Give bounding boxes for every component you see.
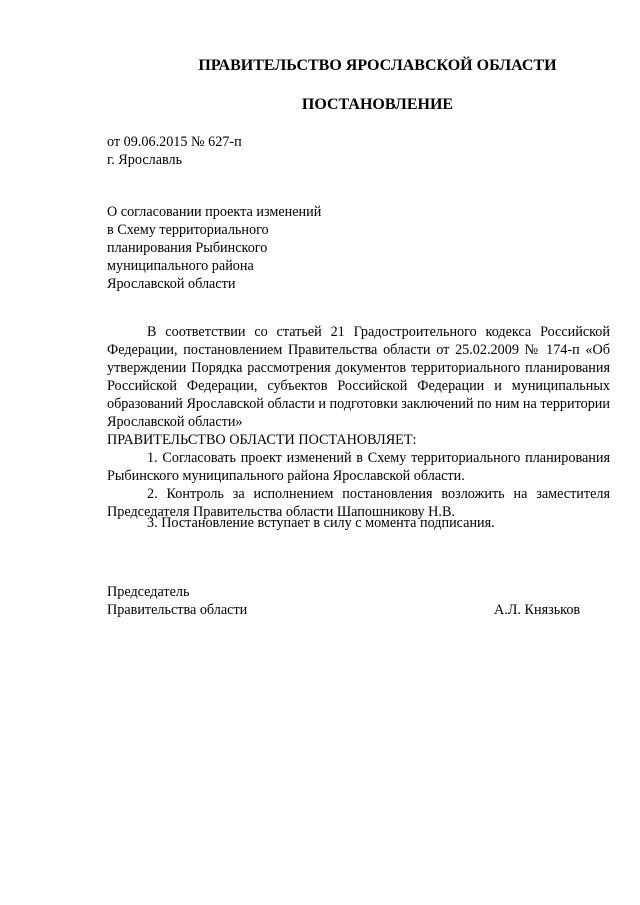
subject-line: в Схему территориального <box>107 222 269 238</box>
subject-line: Ярославской области <box>107 276 236 292</box>
decree-statement: ПРАВИТЕЛЬСТВО ОБЛАСТИ ПОСТАНОВЛЯЕТ: <box>107 432 417 448</box>
signatory-title-line1: Председатель <box>107 584 190 600</box>
document-city: г. Ярославль <box>107 152 183 168</box>
decree-item-1: 1. Согласовать проект изменений в Схему территориального планирования Рыбинского муниципального района Ярославской области. <box>107 450 610 484</box>
subject-line: О согласовании проекта изменений <box>107 204 322 220</box>
signatory-name: А.Л. Князьков <box>494 602 581 618</box>
subject-line: муниципального района <box>107 258 254 274</box>
subject-line: планирования Рыбинского <box>107 240 268 256</box>
document-date-number: от 09.06.2015 № 627-п <box>107 134 242 150</box>
decree-item-3: 3. Постановление вступает в силу с момента подписания. <box>147 515 495 531</box>
decree-item-2: 2. Контроль за исполнением постановления возложить на заместителя Председателя Правительства области Шапошникову Н.В. <box>107 486 610 520</box>
government-title: ПРАВИТЕЛЬСТВО ЯРОСЛАВСКОЙ ОБЛАСТИ <box>198 57 557 74</box>
signatory-title-line2: Правительства области <box>107 602 248 618</box>
document-subject <box>107 203 321 293</box>
preamble-paragraph: В соответствии со статьей 21 Градостроительного кодекса Российской Федерации, постановлением Правительства области от 25.02.2009 № 174-п «Об утверждении Порядка рассмотрения документов территориального планирования Российской Федерации, субъектов Российской Федерации и муниципальных образований Ярославской области и подготовки заключений по ним на территории Ярославской области» <box>107 324 610 430</box>
document-type-title: ПОСТАНОВЛЕНИЕ <box>301 96 454 113</box>
